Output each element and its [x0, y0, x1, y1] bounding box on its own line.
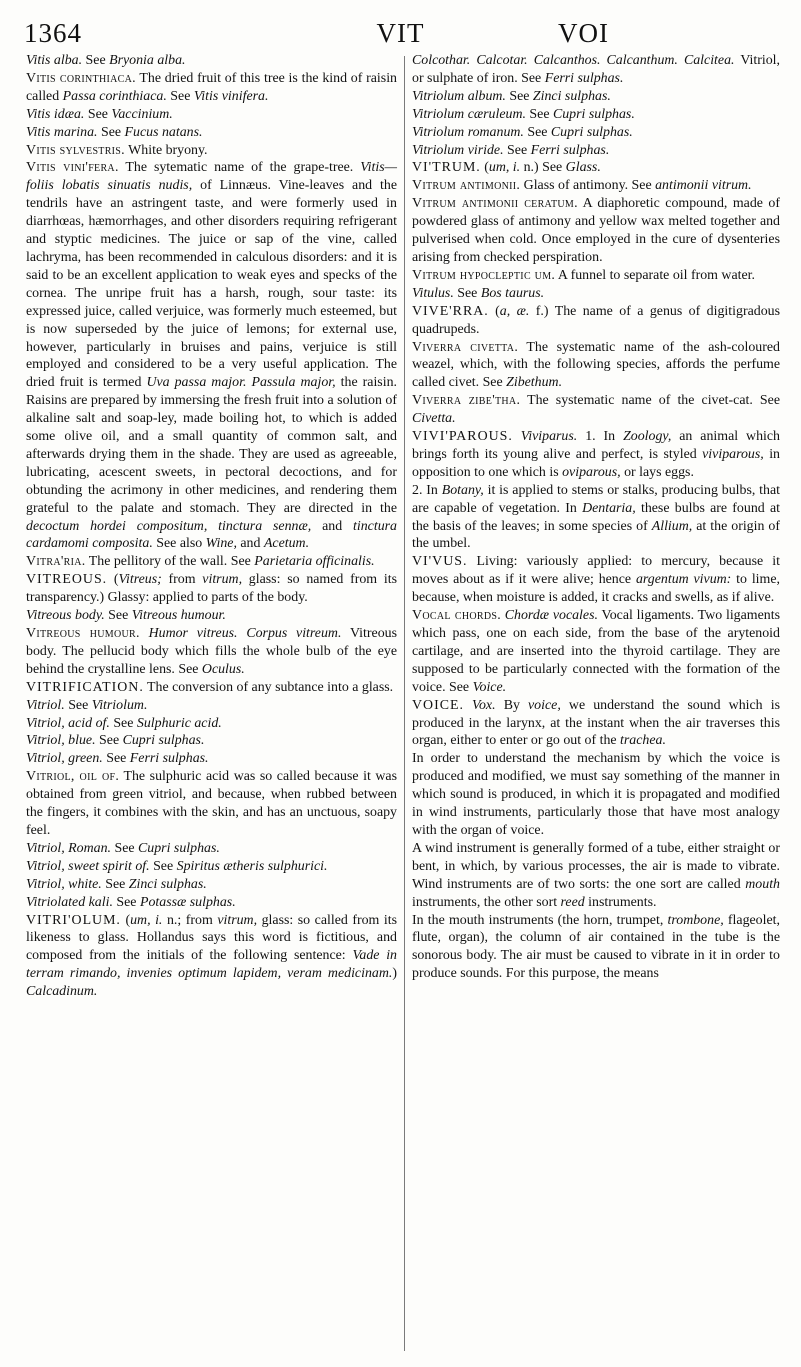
dictionary-entry	[412, 142, 780, 160]
entry-text: A funnel to separate oil from water.	[555, 267, 755, 283]
italic-term: Vitreus;	[118, 572, 162, 588]
entry-text: A diaphoretic compound, made of powdered glass of antimony and yellow wax melted together and pulverised when cold. Once employed in the cure of dysenteries arising from checked perspiration.	[412, 196, 781, 265]
column-divider	[404, 56, 405, 1351]
italic-term: Glass.	[565, 160, 601, 176]
italic-term: Viviparus.	[520, 429, 578, 445]
italic-term: viviparous,	[702, 446, 764, 462]
entry-text: or lays eggs.	[620, 464, 694, 480]
italic-term: argentum vivum:	[635, 572, 732, 588]
right-guide-word: VOI	[558, 18, 609, 48]
entry-text: See	[95, 733, 123, 749]
italic-term: Calcadinum.	[26, 984, 98, 1000]
entry-text: n.; from	[162, 912, 218, 928]
entry-text: flageolet, flute, organ), the column of air contained in the tube is the sonorous body. The air must be caused to vibrate in it in order to produce sounds. For this purpose, the means	[412, 912, 780, 982]
italic-term: Vitriolum album.	[412, 88, 506, 104]
dictionary-entry	[26, 571, 397, 607]
dictionary-entry	[412, 750, 780, 840]
italic-term: Vitriol, green.	[26, 751, 103, 767]
entry-text: See	[104, 608, 132, 624]
dictionary-entry	[412, 285, 780, 303]
entry-text: instruments.	[584, 894, 657, 910]
entry-text: n.) See	[520, 160, 566, 176]
entry-text: glass: so called from its likeness to glass. Hollandus says this word is fictitious, and composed from the initials of the following sentence:	[26, 912, 398, 964]
entry-text: The systematic name of the ash-coloured weazel, which, with the following species, affords the perfume called civet. See	[412, 339, 780, 391]
dictionary-entry	[412, 607, 780, 697]
italic-term: Vitis idæa.	[26, 106, 85, 122]
dictionary-entry	[26, 142, 397, 160]
italic-term: Vitriol, sweet spirit of.	[26, 858, 150, 874]
entry-text: an animal which brings forth its young alive and perfect, is styled	[412, 429, 780, 462]
italic-term: Acetum.	[263, 536, 310, 552]
dictionary-entry	[26, 858, 397, 876]
entry-text: See	[523, 124, 551, 140]
italic-term: Botany,	[441, 482, 484, 498]
entry-text: of Linnæus. Vine-leaves and the tendrils have an astringent taste, and were formerly used in diarrhœas, hæmorrhages, and other disorders requiring refrigerant and styptic medicines. The juice or sap of the vine, called lachryma, has been recommended in calculous disorders: and it is said to be an excellent application to weak eyes and specks of the cornea. The unripe fruit has a harsh, rough, sour taste: its expressed juice, called verjuice, was formerly much esteemed, but is now superseded by the juice of lemons; for external use, however, particularly in bruises and pains, verjuice is still employed and considered to be a very useful application. The dried fruit is termed	[26, 178, 398, 391]
italic-term: Vade in terram rimando, invenies optimum lapidem, veram medicinam.	[26, 948, 398, 982]
headword: VITRI'OLUM.	[26, 912, 121, 928]
italic-term: Vitriol, acid of.	[26, 715, 110, 731]
italic-term: Vitis marina.	[26, 124, 98, 140]
italic-term: Zinci sulphas.	[128, 876, 207, 892]
entry-text: the raisin. Raisins are prepared by immersing the fresh fruit into a solution of alkaline salt and soap-ley, made boiling hot, to which is added some olive oil, and a small quantity of common salt, and afterwards drying them in the shade. They are used as agreeable, lubricating, acescent sweets, in pectoral decoctions, and for obtunding the acrimony in other medicines, and rendering them grateful to the palate and stomach. They are directed in the	[26, 375, 397, 516]
entry-text: it is applied to stems or stalks, producing bulbs, that are capable of vegetation. In	[412, 482, 781, 516]
headword: VIVE'RRA.	[412, 303, 489, 319]
entry-text: Vitriol, or sulphate of iron. See	[412, 53, 781, 86]
dictionary-entry	[412, 482, 780, 554]
italic-term: tinctura cardamomi composita.	[26, 518, 397, 552]
dictionary-entry	[412, 553, 780, 607]
entry-text: See	[97, 124, 125, 140]
dictionary-entry	[26, 124, 397, 142]
entry-text: See	[525, 106, 553, 122]
entry-text: Vitreous body. The pellucid body which fills the whole bulb of the eye behind the crystalline lens. See	[26, 626, 397, 677]
entry-text: f.) The name of a genus of digitigradous quadrupeds.	[412, 303, 780, 337]
entry-text: in opposition to one which is	[412, 446, 781, 480]
italic-term: Cupri sulphas.	[122, 733, 205, 749]
italic-term: Cupri sulphas.	[552, 106, 635, 122]
italic-term: Chordæ vocales.	[504, 608, 598, 624]
italic-term: Humor vitreus. Corpus vitreum.	[148, 626, 342, 641]
italic-term: mouth	[745, 876, 780, 892]
headword: Vitrum hypocleptic um.	[412, 267, 556, 283]
dictionary-entry	[412, 124, 780, 142]
italic-term: reed	[560, 894, 585, 910]
entry-text: and	[236, 536, 264, 552]
entry-text: from	[161, 572, 203, 588]
entry-text: See	[102, 751, 130, 767]
italic-term: trombone,	[667, 912, 724, 928]
headword: VITREOUS.	[26, 572, 108, 588]
entry-text: See	[82, 53, 110, 68]
italic-term: Ferri sulphas.	[530, 142, 610, 158]
entry-text: instruments, the other sort	[412, 894, 561, 910]
italic-term: Vitriol.	[26, 697, 65, 713]
italic-term: Vitriolum cæruleum.	[412, 106, 526, 122]
italic-term: Fucus natans.	[124, 124, 203, 140]
italic-term: Zoology,	[623, 429, 672, 445]
entry-text: White bryony.	[124, 142, 208, 158]
entry-text	[464, 698, 472, 713]
italic-term: Bryonia alba.	[109, 53, 186, 68]
entry-text: In order to understand the mechanism by which the voice is produced and modified, we must say something of the manner in which sound is produced, in which it is propagated and modified in wind instruments, particularly those that have most analogy with the organ of voice.	[412, 751, 780, 838]
dictionary-entry	[412, 697, 780, 751]
headword: Vitriol, oil of.	[26, 769, 120, 785]
dictionary-entry	[26, 876, 397, 894]
italic-term: Vitis alba.	[26, 53, 83, 68]
entry-text: In the mouth instruments (the horn, trumpet,	[412, 912, 668, 928]
dictionary-entry	[26, 715, 397, 733]
italic-term: Voice.	[472, 679, 507, 695]
italic-term: Vitis vinifera.	[193, 88, 269, 104]
entry-text: See	[453, 285, 481, 301]
entry-text: See	[111, 840, 139, 856]
entry-text: See	[112, 894, 140, 910]
italic-term: Oculus.	[201, 661, 245, 677]
italic-term: vitrum,	[202, 572, 243, 588]
italic-term: Cupri sulphas.	[138, 840, 220, 856]
italic-term: Dentaria,	[582, 500, 636, 516]
entry-text: these bulbs are found at the basis of the leaves; in some species of	[412, 500, 780, 534]
entry-text: A wind instrument is generally formed of a tube, either straight or bent, in which, by various processes, the air is made to vibrate. Wind instruments are of two sorts: the one sort are called	[412, 840, 780, 892]
entry-text: See	[84, 106, 112, 122]
dictionary-entry	[412, 303, 780, 339]
headword: Vitis sylvestris.	[26, 142, 125, 158]
italic-term: a, æ.	[499, 303, 530, 319]
headword: Vocal chords.	[412, 608, 501, 624]
headword: VOICE.	[412, 697, 464, 713]
entry-text: Vocal ligaments. Two ligaments which pass, one on each side, from the base of the arytenoid cartilage, and are inserted into the thyroid cartilage. They are supposed to be particularly connected with the formation of the voice. See	[412, 608, 780, 695]
headword: Vitis corinthiaca.	[26, 70, 136, 86]
headword: Vitreous humour.	[26, 626, 140, 641]
entry-text: and	[311, 518, 353, 534]
headword: VI'TRUM.	[412, 160, 481, 176]
entry-text: By	[495, 697, 529, 713]
dictionary-entry	[412, 195, 780, 267]
italic-term: Allium,	[651, 518, 693, 534]
italic-term: Vitriolum.	[91, 697, 148, 713]
entry-text: at the origin of the umbel.	[412, 518, 781, 552]
dictionary-entry	[26, 70, 397, 106]
dictionary-entry	[26, 768, 397, 840]
italic-term: Zinci sulphas.	[532, 88, 611, 104]
dictionary-entry	[26, 912, 397, 1002]
italic-term: Vox.	[472, 697, 496, 713]
italic-term: Bos taurus.	[480, 285, 545, 301]
entry-text: )	[392, 966, 397, 982]
entry-text	[140, 626, 149, 641]
entry-text: 2. In	[412, 482, 442, 498]
entry-text: The systematic name of the civet-cat. See	[520, 393, 780, 409]
dictionary-entry	[412, 840, 780, 912]
italic-term: Uva passa major. Passula major,	[146, 375, 336, 391]
entry-text: See	[505, 88, 533, 104]
italic-term: Vitis—foliis lobatis sinuatis nudis,	[26, 160, 397, 194]
entry-text: (	[488, 303, 500, 319]
italic-term: Zibethum.	[506, 375, 563, 391]
entry-text: See	[503, 142, 531, 158]
dictionary-entry	[26, 106, 397, 124]
entry-text: Glass of antimony. See	[520, 178, 656, 194]
italic-term: Wine,	[205, 536, 237, 552]
dictionary-entry	[26, 679, 397, 697]
italic-term: Ferri sulphas.	[129, 751, 209, 767]
dictionary-entry	[412, 88, 780, 106]
entry-text: The dried fruit of this tree is the kind of raisin called	[26, 70, 398, 104]
headword: Vitis vini'fera.	[26, 160, 119, 176]
dictionary-entry	[26, 52, 397, 70]
entry-text: The pellitory of the wall. See	[85, 554, 255, 570]
entry-text: to lime, because, when moisture is added, it cracks and swells, as if alive.	[412, 572, 780, 606]
dictionary-entry	[26, 625, 397, 679]
left-guide-word: VIT	[376, 18, 425, 48]
entry-text: (	[480, 160, 489, 176]
italic-term: decoctum hordei compositum, tinctura sennæ,	[26, 518, 312, 534]
dictionary-entry	[412, 106, 780, 124]
entry-text: The conversion of any subtance into a glass.	[143, 679, 394, 695]
italic-term: Cupri sulphas.	[550, 124, 633, 140]
italic-term: Vitriolum romanum.	[412, 124, 524, 140]
dictionary-entry	[26, 697, 397, 715]
italic-term: Vitriolum viride.	[412, 142, 504, 158]
italic-term: Vitriol, blue.	[26, 733, 96, 749]
entry-text: Living: variously applied: to mercury, because it moves about as if it were alive; hence	[412, 554, 780, 588]
italic-term: antimonii vitrum.	[655, 178, 752, 194]
dictionary-entry	[26, 553, 397, 571]
italic-term: Spiritus ætheris sulphurici.	[176, 858, 328, 874]
dictionary-entry	[412, 159, 780, 177]
right-column	[412, 52, 780, 983]
dictionary-entry	[26, 840, 397, 858]
headword: Vitrum antimonii ceratum.	[412, 196, 578, 212]
headword: VIVI'PAROUS.	[412, 429, 513, 445]
italic-term: Vitreous humour.	[131, 608, 226, 624]
dictionary-entry	[26, 732, 397, 750]
italic-term: Parietaria officinalis.	[254, 554, 375, 570]
page-header	[0, 8, 801, 48]
entry-text: See also	[152, 536, 206, 552]
italic-term: Vaccinium.	[111, 106, 173, 122]
entry-text: glass: so named from its transparency.) Glassy: applied to parts of the body.	[26, 572, 397, 606]
dictionary-entry	[412, 267, 780, 285]
italic-term: oviparous,	[562, 464, 621, 480]
left-column	[26, 52, 397, 1001]
entry-text: The sytematic name of the grape-tree.	[118, 160, 361, 176]
headword: Viverra civetta.	[412, 339, 519, 355]
headword: VI'VUS.	[412, 554, 468, 570]
italic-term: Vitulus.	[412, 285, 454, 301]
dictionary-entry	[26, 894, 397, 912]
italic-term: Colcothar. Calcotar. Calcanthos. Calcanthum. Calcitea.	[412, 53, 735, 68]
italic-term: Vitriol, white.	[26, 876, 102, 892]
entry-text: See	[64, 697, 92, 713]
italic-term: Vitreous body.	[26, 608, 105, 624]
entry-text: The sulphuric acid was so called because it was obtained from green vitriol, and because, when rubbed between the fingers, it combines with the skin, and has an unctuous, soapy feel.	[26, 769, 398, 838]
italic-term: Ferri sulphas.	[544, 70, 624, 86]
headword: Vitrum antimonii.	[412, 178, 521, 194]
italic-term: um, i.	[130, 912, 163, 928]
dictionary-entry	[412, 392, 780, 428]
entry-text: See	[101, 876, 129, 892]
entry-text: See	[109, 715, 137, 731]
dictionary-entry	[26, 750, 397, 768]
italic-term: voice,	[528, 697, 561, 713]
entry-text	[513, 429, 521, 444]
headword: Viverra zibe'tha.	[412, 393, 521, 409]
italic-term: Vitriol, Roman.	[26, 840, 112, 856]
italic-term: Civetta.	[412, 411, 456, 427]
dictionary-entry	[412, 912, 780, 984]
page-number: 1364	[24, 18, 82, 48]
entry-text: 1. In	[577, 429, 624, 445]
italic-term: um, i.	[488, 160, 521, 176]
headword: VITRIFICATION.	[26, 679, 144, 695]
dictionary-entry	[26, 159, 397, 553]
italic-term: Potassæ sulphas.	[139, 894, 236, 910]
italic-term: Passa corinthiaca.	[62, 88, 167, 104]
dictionary-entry	[412, 339, 780, 393]
dictionary-entry	[412, 177, 780, 195]
headword: Vitra'ria.	[26, 554, 86, 570]
dictionary-entry	[412, 52, 780, 88]
entry-text: See	[166, 88, 194, 104]
dictionary-entry	[412, 428, 780, 482]
entry-text: we understand the sound which is produced in the larynx, at the instant when the air traverses this organ, either to enter or go out of the	[412, 697, 780, 749]
entry-text: See	[149, 858, 177, 874]
italic-term: Sulphuric acid.	[136, 715, 222, 731]
entry-text: (	[120, 912, 131, 928]
italic-term: vitrum,	[217, 912, 258, 928]
italic-term: trachea.	[620, 733, 666, 749]
entry-text: (	[107, 572, 119, 588]
italic-term: Vitriolated kali.	[26, 894, 113, 910]
dictionary-entry	[26, 607, 397, 625]
